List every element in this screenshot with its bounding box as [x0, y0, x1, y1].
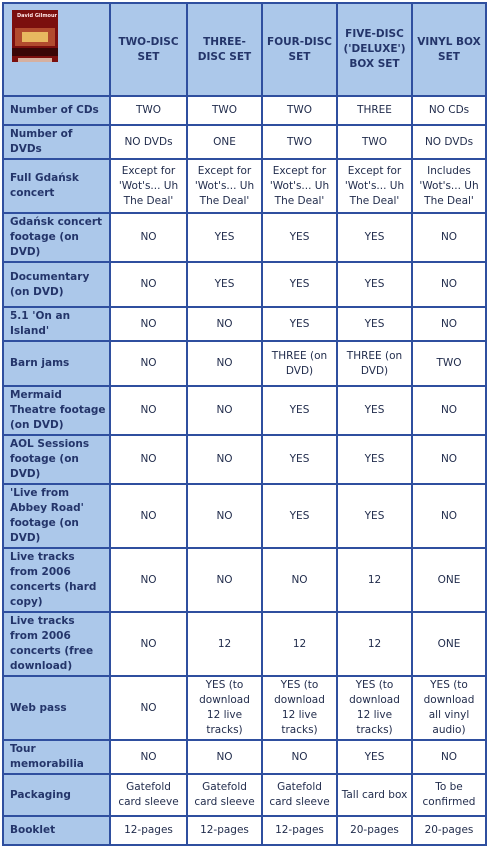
table-row [3, 213, 486, 262]
table-cell: YES [187, 213, 262, 262]
table-cell: YES [262, 213, 337, 262]
table-cell: TWO [337, 125, 412, 159]
table-row [3, 484, 486, 548]
table-cell: TWO [262, 125, 337, 159]
table-cell: YES [337, 386, 412, 435]
table-cell: NO [187, 548, 262, 612]
table-row [3, 548, 486, 612]
row-label: Live tracks from 2006 concerts (hard copy) [3, 548, 110, 612]
comparison-table-container [2, 2, 485, 836]
table-row [3, 307, 486, 341]
column-header-two-disc: TWO-DISC SET [110, 3, 187, 96]
table-row [3, 386, 486, 435]
table-cell: NO [412, 740, 486, 774]
table-cell: YES [262, 435, 337, 484]
table-cell: ONE [412, 548, 486, 612]
table-cell: NO [412, 213, 486, 262]
table-body [3, 96, 486, 845]
table-cell: 20-pages [412, 816, 486, 845]
table-cell: 12 [187, 612, 262, 676]
table-cell: NO [110, 341, 187, 386]
table-cell: YES [262, 262, 337, 307]
table-cell: Gatefold card sleeve [187, 774, 262, 816]
table-cell: YES [262, 484, 337, 548]
table-cell: 12-pages [187, 816, 262, 845]
table-row [3, 125, 486, 159]
table-cell: NO [110, 213, 187, 262]
table-cell: NO [262, 548, 337, 612]
table-cell: NO [187, 307, 262, 341]
table-cell: NO DVDs [412, 125, 486, 159]
table-cell: YES [337, 484, 412, 548]
table-cell: NO [187, 341, 262, 386]
table-cell: YES [337, 740, 412, 774]
table-cell: NO [110, 262, 187, 307]
table-cell: 12-pages [262, 816, 337, 845]
row-label: Web pass [3, 676, 110, 740]
table-cell: NO [412, 435, 486, 484]
album-logo-text: David Gilmour [17, 13, 58, 19]
table-cell: Tall card box [337, 774, 412, 816]
table-row [3, 262, 486, 307]
table-cell: TWO [412, 341, 486, 386]
table-cell: YES (to download all vinyl audio) [412, 676, 486, 740]
table-cell: NO [412, 386, 486, 435]
table-cell: NO [110, 612, 187, 676]
table-cell: NO [187, 740, 262, 774]
table-cell: 12 [262, 612, 337, 676]
row-label: AOL Sessions footage (on DVD) [3, 435, 110, 484]
table-cell: THREE [337, 96, 412, 125]
table-cell: YES (to download 12 live tracks) [262, 676, 337, 740]
table-cell: TWO [262, 96, 337, 125]
table-row [3, 774, 486, 816]
row-label: Packaging [3, 774, 110, 816]
row-label: Mermaid Theatre footage (on DVD) [3, 386, 110, 435]
table-cell: YES [262, 386, 337, 435]
table-cell: 20-pages [337, 816, 412, 845]
table-cell: THREE (on DVD) [337, 341, 412, 386]
table-cell: ONE [187, 125, 262, 159]
table-row [3, 159, 486, 213]
table-cell: Except for 'Wot's... Uh The Deal' [262, 159, 337, 213]
table-cell: NO [110, 484, 187, 548]
table-row [3, 816, 486, 845]
table-cell: NO [110, 548, 187, 612]
row-label: 'Live from Abbey Road' footage (on DVD) [3, 484, 110, 548]
table-cell: TWO [110, 96, 187, 125]
table-cell: NO [110, 740, 187, 774]
table-row [3, 435, 486, 484]
table-cell: NO [412, 484, 486, 548]
table-cell: Includes 'Wot's... Uh The Deal' [412, 159, 486, 213]
row-label: 5.1 'On an Island' [3, 307, 110, 341]
table-row [3, 676, 486, 740]
row-label: Number of DVDs [3, 125, 110, 159]
table-cell: Except for 'Wot's... Uh The Deal' [110, 159, 187, 213]
row-label: Booklet [3, 816, 110, 845]
table-cell: NO [110, 676, 187, 740]
table-cell: Gatefold card sleeve [262, 774, 337, 816]
row-label: Gdańsk concert footage (on DVD) [3, 213, 110, 262]
table-cell: TWO [187, 96, 262, 125]
row-label: Tour memorabilia [3, 740, 110, 774]
table-cell: 12 [337, 548, 412, 612]
row-label: Documentary (on DVD) [3, 262, 110, 307]
box-set-comparison-table [2, 2, 487, 846]
table-cell: YES [337, 307, 412, 341]
table-cell: YES [337, 435, 412, 484]
table-cell: NO [110, 435, 187, 484]
table-cell: YES [337, 262, 412, 307]
table-cell: YES (to download 12 live tracks) [337, 676, 412, 740]
row-label: Number of CDs [3, 96, 110, 125]
table-cell: To be confirmed [412, 774, 486, 816]
table-cell: NO [187, 435, 262, 484]
column-header-three-disc: THREE-DISC SET [187, 3, 262, 96]
table-cell: YES [262, 307, 337, 341]
table-row [3, 740, 486, 774]
table-cell: NO [110, 386, 187, 435]
table-row [3, 96, 486, 125]
table-cell: NO CDs [412, 96, 486, 125]
table-row [3, 341, 486, 386]
table-cell: Except for 'Wot's... Uh The Deal' [337, 159, 412, 213]
table-row [3, 612, 486, 676]
table-cell: NO [187, 484, 262, 548]
table-cell: THREE (on DVD) [262, 341, 337, 386]
table-cell: NO [412, 307, 486, 341]
column-header-five-disc: FIVE-DISC ('DELUXE') BOX SET [337, 3, 412, 96]
table-cell: 12-pages [110, 816, 187, 845]
row-label: Full Gdańsk concert [3, 159, 110, 213]
row-label: Barn jams [3, 341, 110, 386]
table-cell: NO [412, 262, 486, 307]
table-cell: NO DVDs [110, 125, 187, 159]
column-header-vinyl: VINYL BOX SET [412, 3, 486, 96]
row-label: Live tracks from 2006 concerts (free download) [3, 612, 110, 676]
column-header-four-disc: FOUR-DISC SET [262, 3, 337, 96]
table-cell: Gatefold card sleeve [110, 774, 187, 816]
album-cover-cell [3, 3, 110, 96]
table-cell: NO [110, 307, 187, 341]
table-cell: ONE [412, 612, 486, 676]
table-cell: YES [337, 213, 412, 262]
table-cell: YES (to download 12 live tracks) [187, 676, 262, 740]
table-cell: Except for 'Wot's... Uh The Deal' [187, 159, 262, 213]
table-cell: YES [187, 262, 262, 307]
header-row [3, 3, 486, 96]
table-cell: NO [262, 740, 337, 774]
album-cover-image [12, 10, 58, 62]
table-cell: 12 [337, 612, 412, 676]
table-cell: NO [187, 386, 262, 435]
